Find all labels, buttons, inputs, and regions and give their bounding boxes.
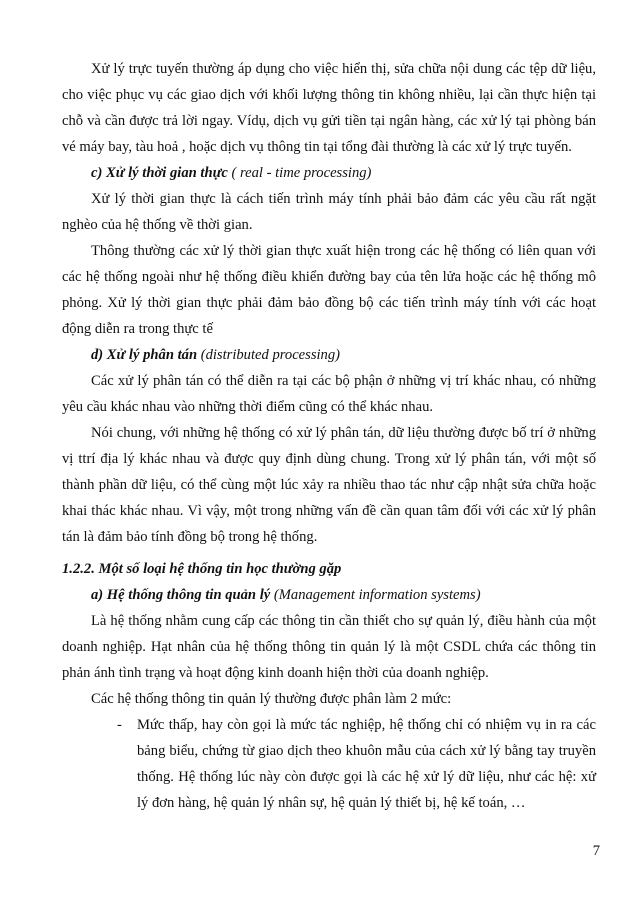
page-number: 7: [592, 843, 600, 859]
paragraph-distributed-intro: Các xử lý phân tán có thể diễn ra tại các bộ phận ở những vị trí khác nhau, có những yêu cầu khác nhau vào những thời điểm cũng có thể khác nhau.: [62, 373, 596, 415]
list-item-text: Mức thấp, hay còn gọi là mức tác nghiệp, hệ thống chỉ có nhiệm vụ in ra các bảng biểu, chứng từ giao dịch theo khuôn mẫu của cách xử lý bằng tay truyền thống. Hệ thống lúc này còn được gọi là các hệ xử lý dữ liệu, như các hệ: xử lý đơn hàng, hệ quản lý nhân sự, hệ quản lý thiết bị, hệ kế toán, …: [137, 717, 596, 811]
subheading-realtime: [62, 160, 596, 186]
subheading-mis: [62, 582, 596, 608]
subheading-distributed-title: d) Xử lý phân tán: [91, 347, 198, 363]
subheading-distributed-note: (distributed processing): [197, 347, 341, 363]
paragraph-distributed-details: Nói chung, với những hệ thống có xử lý phân tán, dữ liệu thường được bố trí ở những vị ttrí địa lý khác nhau và được quy định dùng chung. Trong xử lý phân tán, với một số thành phần dữ liệu, có thể cùng một lúc xảy ra nhiều thao tác như cập nhật sửa chữa hoặc khai thác khác nhau. Vì vậy, một trong những vấn đề cần quan tâm đối với các xử lý phân tán là đảm bảo tính đồng bộ trong hệ thống.: [62, 425, 596, 545]
paragraph-realtime-definition: Xử lý thời gian thực là cách tiến trình máy tính phải bảo đảm các yêu cầu rất ngặt nghèo của hệ thống về thời gian.: [62, 191, 596, 233]
paragraph-online-processing: Xử lý trực tuyến thường áp dụng cho việc hiển thị, sửa chữa nội dung các tệp dữ liệu, cho việc phục vụ các giao dịch với khối lượng thông tin không nhiều, lại cần thực hiện tại chỗ và cần được trả lời ngay. Vídụ, dịch vụ gửi tiền tại ngân hàng, các xử lý tại phòng bán vé máy bay, tàu hoả , hoặc dịch vụ thông tin tại tổng đài thường là các xử lý trực tuyến.: [62, 61, 596, 155]
subheading-mis-title: a) Hệ thống thông tin quản lý: [91, 587, 271, 603]
list-item: [62, 712, 596, 816]
subheading-distributed: [62, 342, 596, 368]
subheading-realtime-title: c) Xử lý thời gian thực: [91, 165, 228, 181]
subheading-realtime-note: ( real - time processing): [227, 165, 372, 181]
paragraph-mis-levels: Các hệ thống thông tin quản lý thường được phân làm 2 mức:: [91, 691, 452, 707]
subheading-mis-note: (Management information systems): [270, 587, 481, 603]
page-content: [62, 56, 596, 816]
section-heading: 1.2.2. Một số loại hệ thống tin học thường gặp: [62, 561, 342, 577]
paragraph-realtime-usage: Thông thường các xử lý thời gian thực xuất hiện trong các hệ thống có liên quan với các hệ thống ngoài như hệ thống điều khiển đường bay của tên lửa hoặc các hệ thống mô phỏng. Xử lý thời gian thực phải đảm bảo đồng bộ các tiến trình máy tính với các hoạt động diễn ra trong thực tế: [62, 243, 596, 337]
paragraph-mis-definition: Là hệ thống nhằm cung cấp các thông tin cần thiết cho sự quản lý, điều hành của một doanh nghiệp. Hạt nhân của hệ thống thông tin quản lý là một CSDL chứa các thông tin phản ánh tình trạng và hoạt động kinh doanh hiện thời của doanh nghiệp.: [62, 613, 596, 681]
list-dash: -: [117, 717, 122, 733]
mis-levels-list: [62, 712, 596, 816]
